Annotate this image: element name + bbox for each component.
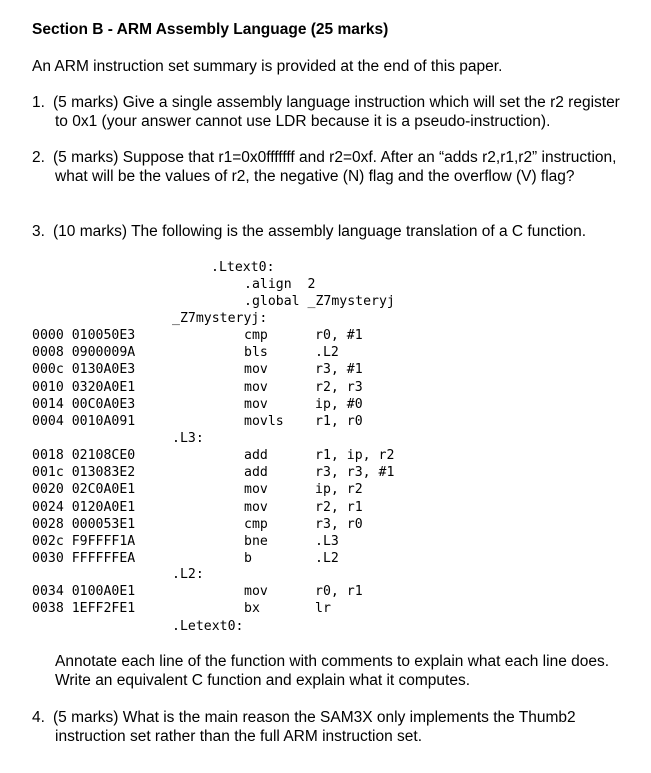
code-operands: lr: [315, 601, 331, 617]
code-opcode: mov: [244, 482, 268, 498]
code-address: 0034 0100A0E1: [32, 584, 136, 599]
code-operands: ip, r2: [315, 482, 363, 498]
ltext-directive: .Ltext0:: [211, 260, 275, 275]
code-address: 0028 000053E1: [32, 516, 136, 532]
code-address: 0014 00C0A0E3: [32, 396, 136, 412]
code-opcode: mov: [244, 584, 268, 599]
code-address: 000c 0130A0E3: [32, 362, 136, 378]
question-1: [32, 93, 637, 131]
align-directive: .align 2: [244, 277, 316, 292]
code-opcode: b: [244, 551, 252, 567]
question-1-number: 1.: [32, 94, 45, 111]
code-operands: r0, #1: [315, 328, 363, 343]
code-address: 0008 0900009A: [32, 345, 136, 361]
code-operands: r3, r0: [315, 516, 363, 532]
l2-label: .L2:: [172, 567, 204, 582]
function-label: _Z7mysteryj:: [172, 311, 268, 326]
code-address: 002c F9FFFF1A: [32, 534, 136, 549]
code-opcode: mov: [244, 379, 268, 395]
question-4-number: 4.: [32, 709, 45, 726]
l3-label: .L3:: [172, 431, 204, 446]
question-2-text: (5 marks) Suppose that r1=0x0fffffff and r2=0xf. After an “adds r2,r1,r2” instruction, what will be the values of r2, the negative (N) flag and the overflow (V) flag?: [53, 149, 617, 185]
question-2-number: 2.: [32, 149, 45, 166]
question-3: [32, 222, 637, 241]
code-opcode: mov: [244, 499, 268, 515]
code-address: 0018 02108CE0: [32, 448, 136, 463]
global-directive: .global _Z7mysteryj: [244, 294, 395, 309]
code-operands: r2, r3: [315, 379, 363, 395]
code-operands: r1, ip, r2: [315, 448, 395, 463]
code-address: 0020 02C0A0E1: [32, 482, 136, 498]
code-operands: .L3: [315, 534, 339, 549]
code-opcode: add: [244, 465, 268, 481]
code-address: 0030 FFFFFFEA: [32, 551, 136, 567]
code-opcode: bls: [244, 345, 268, 361]
code-opcode: bx: [244, 601, 260, 617]
code-opcode: bne: [244, 534, 268, 549]
code-opcode: mov: [244, 396, 268, 412]
code-operands: r0, r1: [315, 584, 363, 599]
code-address: 0024 0120A0E1: [32, 499, 136, 515]
section-title: Section B - ARM Assembly Language (25 marks): [32, 21, 389, 38]
annotation-instructions: Annotate each line of the function with comments to explain what each line does. Write an equivalent C function and explain what it computes.: [55, 653, 610, 689]
code-operands: r2, r1: [315, 499, 363, 515]
code-address: 0004 0010A091: [32, 414, 136, 429]
code-operands: .L2: [315, 551, 339, 567]
question-2: [32, 148, 637, 186]
code-operands: r3, r3, #1: [315, 465, 395, 481]
code-address: 0010 0320A0E1: [32, 379, 136, 395]
code-operands: r3, #1: [315, 362, 363, 378]
code-operands: ip, #0: [315, 396, 363, 412]
question-3-text: (10 marks) The following is the assembly language translation of a C function.: [53, 223, 587, 240]
code-opcode: mov: [244, 362, 268, 378]
intro-text: An ARM instruction set summary is provided at the end of this paper.: [32, 58, 503, 75]
question-4-text: (5 marks) What is the main reason the SAM3X only implements the Thumb2 instruction set rather than the full ARM instruction set.: [53, 709, 576, 745]
code-opcode: cmp: [244, 328, 268, 343]
question-3-number: 3.: [32, 223, 45, 240]
code-opcode: cmp: [244, 516, 268, 532]
code-address: 001c 013083E2: [32, 465, 136, 481]
question-1-text: (5 marks) Give a single assembly language instruction which will set the r2 register to 0x1 (your answer cannot use LDR because it is a pseudo-instruction).: [53, 94, 620, 130]
code-operands: r1, r0: [315, 414, 363, 429]
letext-label: .Letext0:: [172, 619, 244, 634]
code-address: 0038 1EFF2FE1: [32, 601, 136, 617]
code-operands: .L2: [315, 345, 339, 361]
code-opcode: add: [244, 448, 268, 463]
code-address: 0000 010050E3: [32, 328, 136, 343]
question-4: [32, 708, 637, 746]
code-opcode: movls: [244, 414, 284, 429]
